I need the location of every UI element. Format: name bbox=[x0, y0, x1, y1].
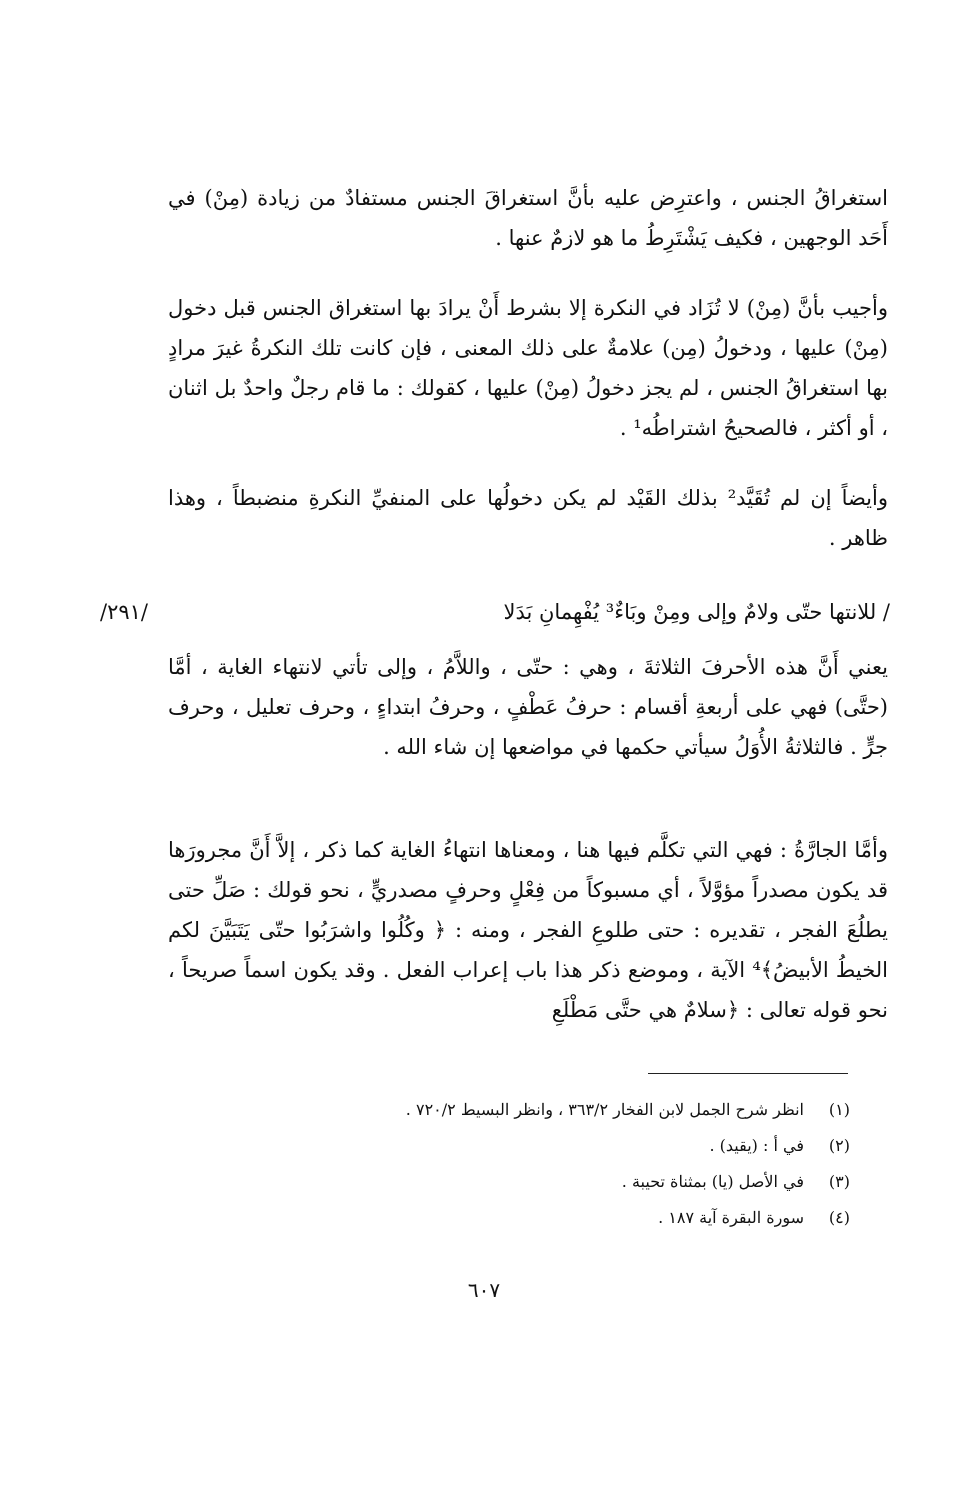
paragraph-4 bbox=[168, 647, 888, 767]
paragraph-text: يعني أَنَّ هذه الأحرفَ الثلاثةَ ، وهي : حتّى ، واللاَّمُ ، وإلى تأتي لانتهاء الغاية ، أمَّا (حتَّى) فهي على أربعةِ أقسام : حرفُ عَطْفٍ ، وحرفُ ابتداءٍ ، وحرف تعليل ، وحرف جرٍّ . فالثلاثةُ الأُوَلُ سيأتي حكمها في مواضعها إن شاء الله . bbox=[168, 655, 888, 759]
paragraph-2 bbox=[168, 288, 888, 448]
verse-line bbox=[100, 592, 890, 632]
footnote-item bbox=[168, 1128, 850, 1164]
paragraph-text: وأمَّا الجارَّةُ : فهي التي تكلَّم فيها هنا ، ومعناها انتهاءُ الغاية كما ذكر ، إلاَّ أَنَّ مجرورَها قد يكون مصدراً مؤوَّلاً ، أي مسبوكاً من فِعْلٍ وحرفٍ مصدريٍّ ، نحو قولك : صَلِّ حتى يطلُعَ الفجر ، تقديره : حتى طلوعِ الفجر ، ومنه : ﴿ وكُلُوا واشرَبُوا حتّى يَتَبَيَّنَ لكم الخيطُ الأبيضُ﴾⁴ الآية ، وموضع ذكر هذا باب إعراب الفعل . وقد يكون اسماً صريحاً ، نحو قوله تعالى : ﴿سلامٌ هي حتَّى مَطْلَعِ bbox=[168, 838, 888, 1022]
footnote-number: (٢) bbox=[828, 1136, 850, 1155]
paragraph-3 bbox=[168, 478, 888, 558]
footnote-number: (١) bbox=[828, 1100, 850, 1119]
paragraph-5 bbox=[168, 830, 888, 1030]
footnote-item bbox=[168, 1092, 850, 1128]
verse-text: / للانتها حتّى ولامٌ وإلى ومِنْ وبَاءٌ³ يُفْهِمانِ بَدَلا bbox=[503, 600, 890, 624]
footnotes bbox=[168, 1092, 850, 1236]
paragraph-text: استغراقُ الجنس ، واعترِض عليه بأنَّ استغراقَ الجنس مستفادٌ من زيادة (مِنْ) في أَحَد الوجهين ، فكيف يَشْتَرِطُ ما هو لازمٌ عنها . bbox=[168, 186, 888, 250]
footnote-item bbox=[168, 1164, 850, 1200]
footnote-number: (٤) bbox=[828, 1208, 850, 1227]
footnote-separator bbox=[648, 1073, 848, 1074]
paragraph-text: وأجيب بأنَّ (مِنْ) لا تُزَاد في النكرة إلا بشرط أَنْ يرادَ بها استغراق الجنس قبل دخول (مِنْ) عليها ، ودخولُ (مِن) علامةٌ على ذلك المعنى ، فإن كانت تلك النكرةُ غيرَ مرادٍ بها استغراقُ الجنس ، لم يجز دخولُ (مِنْ) عليها ، كقولك : ما قام رجلٌ واحدٌ بل اثنان ، أو أكثر ، فالصحيحُ اشتراطُه¹ . bbox=[168, 296, 888, 440]
footnote-text: سورة البقرة آية ١٨٧ . bbox=[658, 1208, 804, 1227]
margin-reference: /٢٩١/ bbox=[100, 600, 148, 624]
footnote-text: في أ : (يقيد) . bbox=[709, 1136, 804, 1155]
footnote-text: انظر شرح الجمل لابن الفخار ٣٦٣/٢ ، وانظر البسيط ٧٢٠/٢ . bbox=[405, 1100, 804, 1119]
paragraph-1 bbox=[168, 178, 888, 258]
page-number: ٦٠٧ bbox=[467, 1278, 501, 1302]
footnote-item bbox=[168, 1200, 850, 1236]
footnote-text: في الأصل (يا) بمثناة تحيبة . bbox=[621, 1172, 804, 1191]
footnote-number: (٣) bbox=[828, 1172, 850, 1191]
paragraph-text: وأيضاً إن لم تُقَيَّد² بذلك القَيْد لم يكن دخولُها على المنفيِّ النكرةِ منضبطاً ، وهذا ظاهر . bbox=[168, 486, 888, 550]
